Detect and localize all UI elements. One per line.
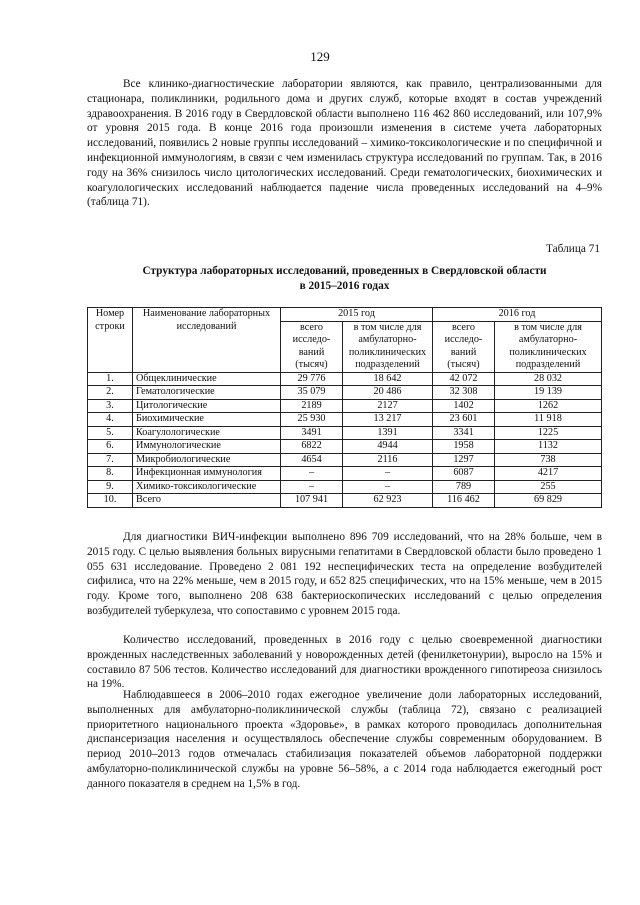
row-name: Всего [133,494,281,508]
row-total-2016: 1297 [433,453,495,467]
row-total-2015: 3491 [281,426,343,440]
header-total-2016: всего исследо-ваний (тысяч) [433,321,495,372]
row-number: 6. [88,440,133,454]
page-number: 129 [310,49,330,64]
row-name: Микробиологические [133,453,281,467]
row-outpatient-2015: 18 642 [343,372,433,386]
lab-research-table [87,307,602,508]
row-outpatient-2016: 19 139 [495,386,602,400]
row-outpatient-2016: 738 [495,453,602,467]
row-outpatient-2015: 62 923 [343,494,433,508]
header-total-2015: всего исследо-ваний (тысяч) [281,321,343,372]
header-year-2016: 2016 год [433,308,602,322]
table-row [88,467,602,481]
header-row-number: Номер строки [88,308,133,373]
row-outpatient-2016: 1132 [495,440,602,454]
table-label: Таблица 71 [546,243,600,255]
table-row [88,399,602,413]
row-total-2016: 42 072 [433,372,495,386]
row-number: 5. [88,426,133,440]
row-number: 2. [88,386,133,400]
table-row [88,386,602,400]
paragraph-hiv-diagnostics: Для диагностики ВИЧ-инфекции выполнено 896 709 исследований, что на 28% больше, чем в 2015 году. С целью выявления больных вирусными гепатитами в Свердловской области было проведено 1 055 631 исследование. Проведено 2 081 192 неспецифических теста на определение возбудителей сифилиса, что на 22% меньше, чем в 2015 году, и 652 825 специфических, что на 15% меньше, чем в 2015 году. Кроме того, выполнено 208 638 бактериоскопических исследований с целью определения возбудителей туберкулеза, что сопоставимо с уровнем 2015 года. [87,531,602,617]
row-total-2015: 35 079 [281,386,343,400]
table-title-line-1: Структура лабораторных исследований, проведенных в Свердловской области [142,265,547,277]
table-row [88,372,602,386]
table-row [88,426,602,440]
row-outpatient-2015: 20 486 [343,386,433,400]
row-name: Иммунологические [133,440,281,454]
table-row [88,480,602,494]
row-total-2015: 2189 [281,399,343,413]
row-number: 8. [88,467,133,481]
row-number: 3. [88,399,133,413]
table-row [88,453,602,467]
header-year-2015: 2015 год [281,308,433,322]
paragraph-newborn-screening: Количество исследований, проведенных в 2016 году с целью своевременной диагностики врожденных наследственных заболеваний у новорожденных детей (фенилкетонурии), выросло на 15% и составило 87 506 тестов. Количество исследований для диагностики врожденного гипотиреоза снизилось на 19%. [87,634,602,691]
row-name: Химико-токсикологические [133,480,281,494]
row-total-2016: 789 [433,480,495,494]
row-outpatient-2016: 11 918 [495,413,602,427]
row-total-2016: 23 601 [433,413,495,427]
row-outpatient-2016: 69 829 [495,494,602,508]
row-outpatient-2016: 255 [495,480,602,494]
row-outpatient-2015: 2116 [343,453,433,467]
row-outpatient-2016: 1262 [495,399,602,413]
row-number: 9. [88,480,133,494]
row-total-2016: 1402 [433,399,495,413]
row-outpatient-2016: 4217 [495,467,602,481]
row-name: Биохимические [133,413,281,427]
row-total-2015: 29 776 [281,372,343,386]
row-outpatient-2015: 2127 [343,399,433,413]
row-name: Цитологические [133,399,281,413]
row-outpatient-2015: 13 217 [343,413,433,427]
row-name: Коагулологические [133,426,281,440]
row-name: Инфекционная иммунология [133,467,281,481]
table-row [88,413,602,427]
header-lab-name: Наименование лабораторных исследований [133,308,281,373]
row-total-2015: – [281,480,343,494]
row-total-2015: 107 941 [281,494,343,508]
table-row-total [88,494,602,508]
table-title-line-2: в 2015–2016 годах [299,279,390,292]
row-outpatient-2015: – [343,467,433,481]
row-number: 4. [88,413,133,427]
row-total-2015: 6822 [281,440,343,454]
row-outpatient-2016: 28 032 [495,372,602,386]
table-title [87,264,602,293]
row-outpatient-2015: 1391 [343,426,433,440]
row-total-2015: – [281,467,343,481]
row-outpatient-2016: 1225 [495,426,602,440]
table-header-row [88,308,602,322]
header-outpatient-2016: в том числе для амбулаторно-поликлинических подразделений [495,321,602,372]
row-number: 7. [88,453,133,467]
row-outpatient-2015: 4944 [343,440,433,454]
row-total-2015: 4654 [281,453,343,467]
row-total-2015: 25 930 [281,413,343,427]
row-total-2016: 3341 [433,426,495,440]
header-outpatient-2015: в том числе для амбулаторно-поликлинических подразделений [343,321,433,372]
paragraph-intro: Все клинико-диагностические лаборатории являются, как правило, централизованными для стационара, поликлиники, родильного дома и других служб, которые входят в состав учреждений здравоохранения. В 2016 году в Свердловской области выполнено 116 462 860 исследований, или 107,9% от уровня 2015 года. В конце 2016 года произошли изменения в системе учета лабораторных исследований, появились 2 новые группы исследований – химико-токсикологические и по специфичной и инфекционной иммунологиям, в связи с чем изменилась структура исследований по группам. Так, в 2016 году на 36% снизилось число цитологических исследований. Среди гематологических, биохимических и коагулологических исследований наблюдается падение числа проведенных исследований на 4–9% (таблица 71). [87,78,602,209]
row-total-2016: 6087 [433,467,495,481]
row-total-2016: 1958 [433,440,495,454]
row-name: Гематологические [133,386,281,400]
row-name: Общеклинические [133,372,281,386]
table-row [88,440,602,454]
row-total-2016: 116 462 [433,494,495,508]
row-total-2016: 32 308 [433,386,495,400]
row-number: 10. [88,494,133,508]
row-outpatient-2015: – [343,480,433,494]
paragraph-outpatient-share: Наблюдавшееся в 2006–2010 годах ежегодное увеличение доли лабораторных исследований, выполненных для амбулаторно-поликлинической службы (таблица 72), связано с реализацией приоритетного национального проекта «Здоровье», в рамках которого проводилась дополнительная диспансеризация населения и осуществлялось обеспечение службы современным оборудованием. В период 2010–2013 годов отмечалась стабилизация показателей объемов лабораторной поддержки амбулаторно-поликлинической службы на уровне 56–58%, а с 2014 года наблюдается ежегодный рост данного показателя в среднем на 1,5% в год. [87,689,602,790]
row-number: 1. [88,372,133,386]
